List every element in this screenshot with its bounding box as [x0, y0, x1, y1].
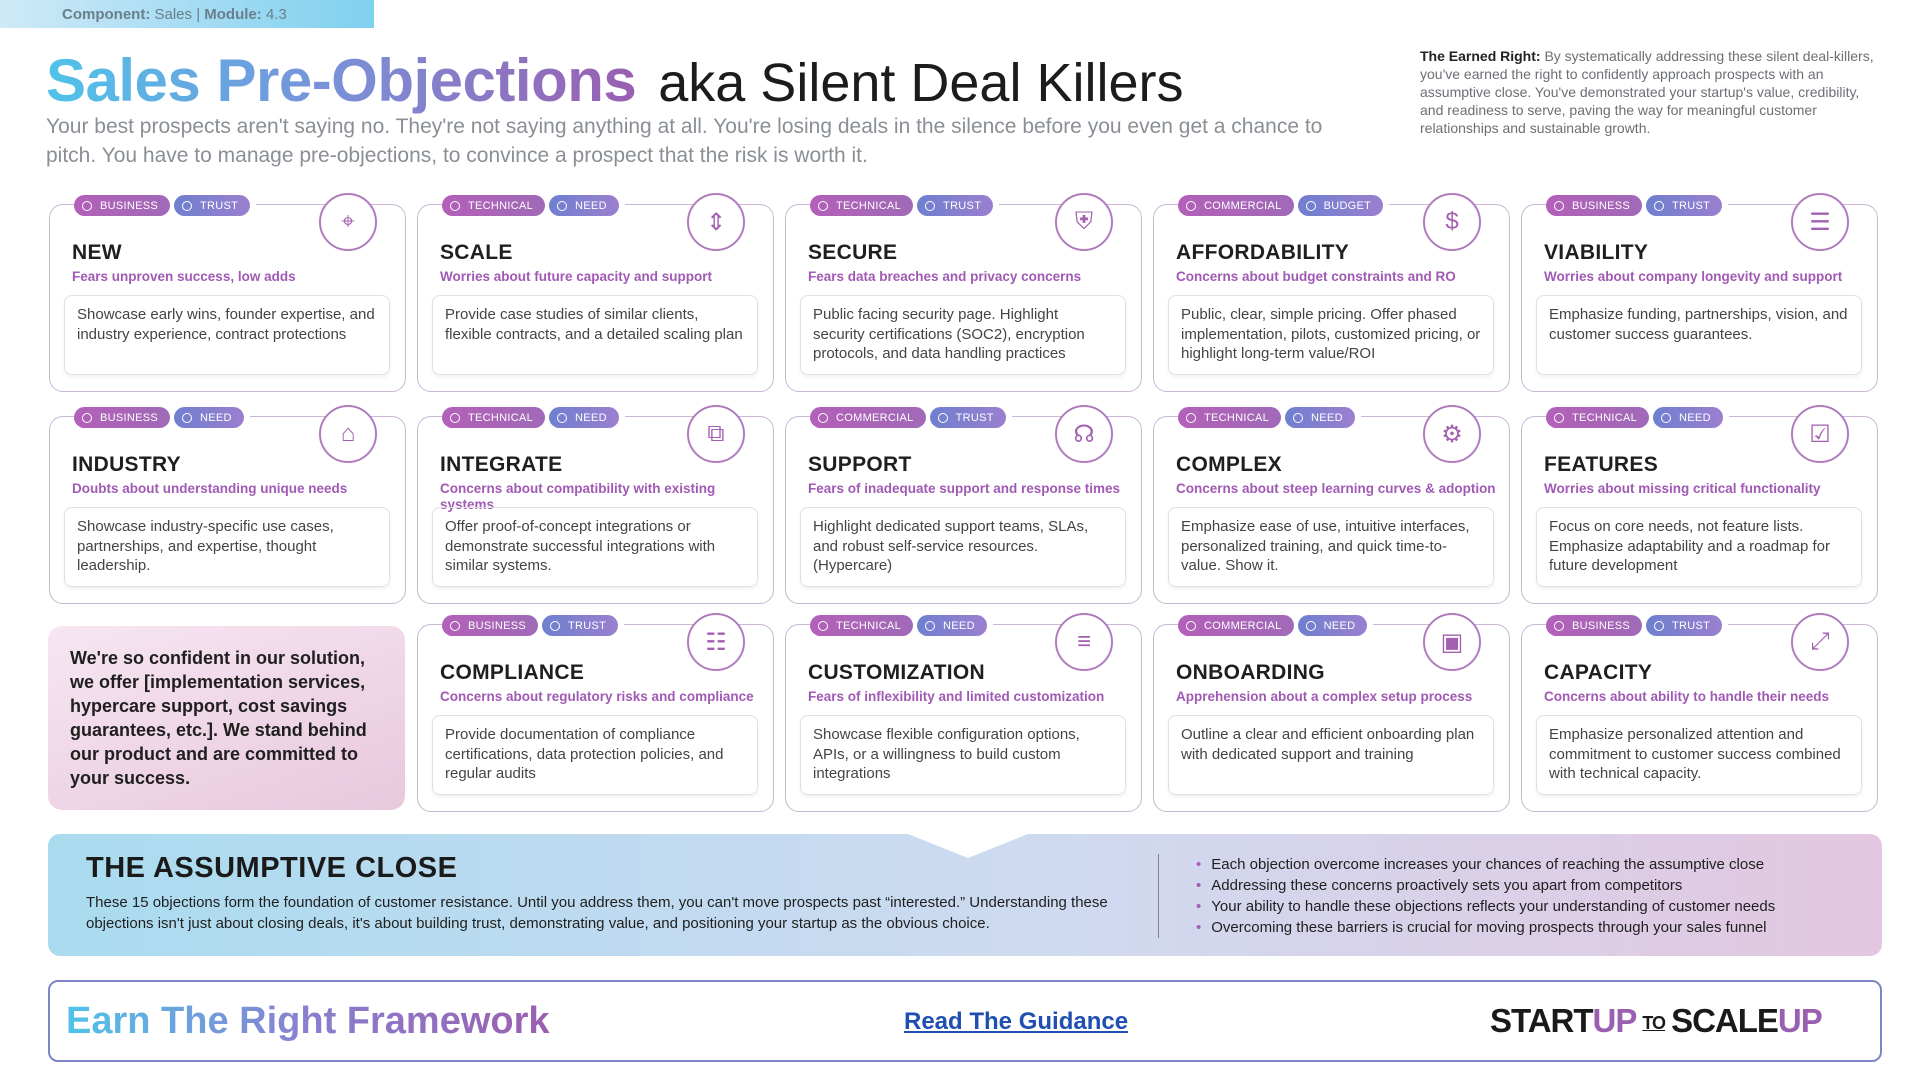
- objection-card-integrate: [417, 411, 774, 604]
- category-tag-label: BUSINESS: [1572, 619, 1631, 632]
- shield-lock-icon: ⛨: [1055, 193, 1113, 251]
- card-title: INTEGRATE: [440, 453, 563, 476]
- card-tags: [810, 615, 993, 636]
- card-title: SUPPORT: [808, 453, 912, 476]
- card-concern: Worries about missing critical functionality: [1544, 481, 1821, 496]
- objection-card-industry: [49, 411, 406, 604]
- category-tag-label: COMMERCIAL: [836, 411, 914, 424]
- card-tags: [1178, 615, 1373, 636]
- tag-icon: [1554, 621, 1564, 631]
- factory-icon: ⌂: [319, 405, 377, 463]
- card-title: INDUSTRY: [72, 453, 181, 476]
- type-tag: [549, 195, 619, 216]
- type-tag: [917, 615, 987, 636]
- type-tag-label: TRUST: [943, 199, 982, 212]
- card-response: Provide documentation of compliance certifications, data protection policies, and regular audits: [432, 715, 758, 795]
- tag-icon: [1654, 621, 1664, 631]
- tag-icon: [1306, 621, 1316, 631]
- card-concern: Concerns about ability to handle their needs: [1544, 689, 1830, 704]
- gear-icon: ⚙: [1423, 405, 1481, 463]
- category-tag-label: TECHNICAL: [836, 199, 902, 212]
- category-tag-label: COMMERCIAL: [1204, 199, 1282, 212]
- card-response: Provide case studies of similar clients, flexible contracts, and a detailed scaling plan: [432, 295, 758, 375]
- category-tag: [442, 615, 538, 636]
- category-tag: [810, 195, 913, 216]
- type-tag: [930, 407, 1006, 428]
- card-concern: Fears unproven success, low adds: [72, 269, 296, 284]
- page-title: [46, 46, 1183, 115]
- tag-icon: [938, 413, 948, 423]
- type-tag: [174, 195, 250, 216]
- component-label: Component:: [62, 5, 151, 23]
- assumptive-close-title: THE ASSUMPTIVE CLOSE: [86, 852, 458, 884]
- objection-card-onboarding: [1153, 619, 1510, 812]
- tag-icon: [1186, 621, 1196, 631]
- sliders-icon: ≡: [1055, 613, 1113, 671]
- headset-icon: ☊: [1055, 405, 1113, 463]
- card-response: Offer proof-of-concept integrations or demonstrate successful integrations with similar systems.: [432, 507, 758, 587]
- type-tag-label: NEED: [575, 411, 607, 424]
- objection-card-compliance: [417, 619, 774, 812]
- card-response: Focus on core needs, not feature lists. Emphasize adaptability and a roadmap for future development: [1536, 507, 1862, 587]
- bullet-item: • Each objection overcome increases your chances of reaching the assumptive close: [1196, 854, 1775, 875]
- type-tag: [1646, 615, 1722, 636]
- card-tags: [1178, 195, 1389, 216]
- type-tag-label: TRUST: [955, 411, 994, 424]
- page-title-sub: aka Silent Deal Killers: [658, 53, 1184, 113]
- type-tag-label: NEED: [1311, 411, 1343, 424]
- category-tag-label: COMMERCIAL: [1204, 619, 1282, 632]
- startup-to-scaleup-logo: [1490, 1002, 1822, 1040]
- scale-arrows-icon: ⇕: [687, 193, 745, 251]
- logo-start: START: [1490, 1002, 1593, 1039]
- type-tag: [1298, 195, 1384, 216]
- category-tag: [1546, 195, 1642, 216]
- card-concern: Concerns about regulatory risks and compliance: [440, 689, 754, 704]
- card-title: ONBOARDING: [1176, 661, 1325, 684]
- assumptive-close-panel: [48, 834, 1882, 956]
- category-tag: [442, 407, 545, 428]
- checklist-icon: ☑: [1791, 405, 1849, 463]
- category-tag-label: BUSINESS: [1572, 199, 1631, 212]
- card-title: FEATURES: [1544, 453, 1659, 476]
- category-tag-label: TECHNICAL: [1572, 411, 1638, 424]
- type-tag-label: NEED: [575, 199, 607, 212]
- bullet-item: • Your ability to handle these objections reflects your understanding of customer needs: [1196, 896, 1775, 917]
- type-tag-label: TRUST: [200, 199, 239, 212]
- objection-card-scale: [417, 199, 774, 392]
- card-response: Public facing security page. Highlight security certifications (SOC2), encryption protocols, and data handling practices: [800, 295, 1126, 375]
- type-tag: [1653, 407, 1723, 428]
- component-value: Sales: [154, 5, 193, 23]
- tag-icon: [818, 201, 828, 211]
- type-tag-label: NEED: [1679, 411, 1711, 424]
- bullet-item: • Addressing these concerns proactively sets you apart from competitors: [1196, 875, 1775, 896]
- objection-card-viability: [1521, 199, 1878, 392]
- tag-icon: [818, 621, 828, 631]
- category-tag: [1546, 615, 1642, 636]
- logo-up2: UP: [1777, 1002, 1822, 1039]
- card-tags: [442, 195, 625, 216]
- page-title-main: Sales Pre-Objections: [46, 47, 637, 114]
- compliance-document-icon: ☷: [687, 613, 745, 671]
- type-tag-label: NEED: [943, 619, 975, 632]
- module-label: Module:: [204, 5, 262, 23]
- card-title: COMPLEX: [1176, 453, 1282, 476]
- assumptive-close-bullets: [1196, 854, 1775, 938]
- earned-right-label: The Earned Right:: [1420, 48, 1541, 64]
- logo-to: TO: [1642, 1012, 1666, 1033]
- card-response: Showcase early wins, founder expertise, and industry experience, contract protections: [64, 295, 390, 375]
- card-response: Showcase industry-specific use cases, partnerships, and expertise, thought leadership.: [64, 507, 390, 587]
- tag-icon: [82, 201, 92, 211]
- objection-card-secure: [785, 199, 1142, 392]
- logo-scale: SCALE: [1671, 1002, 1778, 1039]
- category-tag: [1178, 615, 1294, 636]
- category-tag: [442, 195, 545, 216]
- tag-icon: [450, 621, 460, 631]
- card-concern: Fears data breaches and privacy concerns: [808, 269, 1082, 284]
- money-hand-icon: $: [1423, 193, 1481, 251]
- category-tag: [1178, 195, 1294, 216]
- category-tag: [1546, 407, 1649, 428]
- type-tag: [917, 195, 993, 216]
- category-tag-label: TECHNICAL: [468, 411, 534, 424]
- card-tags: [1546, 195, 1728, 216]
- type-tag: [1298, 615, 1368, 636]
- tag-icon: [450, 413, 460, 423]
- type-tag: [174, 407, 244, 428]
- card-title: CUSTOMIZATION: [808, 661, 985, 684]
- panel-notch: [908, 834, 1028, 858]
- objection-card-affordability: [1153, 199, 1510, 392]
- type-tag-label: TRUST: [568, 619, 607, 632]
- card-tags: [74, 195, 256, 216]
- card-tags: [1546, 407, 1729, 428]
- card-tags: [442, 615, 624, 636]
- tag-icon: [450, 201, 460, 211]
- tag-icon: [925, 201, 935, 211]
- card-title: NEW: [72, 241, 122, 264]
- card-tags: [1178, 407, 1361, 428]
- objection-card-features: [1521, 411, 1878, 604]
- card-tags: [74, 407, 250, 428]
- confidence-statement: We're so confident in our solution, we offer [implementation services, hypercare support, cost savings guarantees, etc.]. We stand behind our product and are committed to your success.: [48, 626, 405, 810]
- card-response: Showcase flexible configuration options, APIs, or a willingness to build custom integrations: [800, 715, 1126, 795]
- framework-title: Earn The Right Framework: [66, 1000, 550, 1042]
- card-response: Emphasize ease of use, intuitive interfaces, personalized training, and quick time-to-value. Show it.: [1168, 507, 1494, 587]
- tag-icon: [1654, 201, 1664, 211]
- card-concern: Concerns about budget constraints and RO: [1176, 269, 1456, 284]
- category-tag: [1178, 407, 1281, 428]
- tag-icon: [557, 201, 567, 211]
- read-guidance-link[interactable]: Read The Guidance: [904, 1008, 1129, 1035]
- briefcase-icon: ⌖: [319, 193, 377, 251]
- card-title: VIABILITY: [1544, 241, 1649, 264]
- category-tag-label: BUSINESS: [468, 619, 527, 632]
- card-response: Outline a clear and efficient onboarding plan with dedicated support and training: [1168, 715, 1494, 795]
- tag-icon: [82, 413, 92, 423]
- objection-card-customization: [785, 619, 1142, 812]
- card-concern: Fears of inflexibility and limited customization: [808, 689, 1105, 704]
- earned-right-text: By systematically addressing these silent deal-killers, you've earned the right to confidently approach prospects with an assumptive close. You've demonstrated your startup's value, credibility, and readiness to serve, paving the way for meaningful customer relationships and sustainable growth.: [1420, 48, 1874, 136]
- type-tag: [542, 615, 618, 636]
- objection-card-complex: [1153, 411, 1510, 604]
- card-concern: Fears of inadequate support and response times: [808, 481, 1121, 496]
- integration-icon: ⧉: [687, 405, 745, 463]
- card-tags: [810, 407, 1012, 428]
- tag-icon: [1293, 413, 1303, 423]
- objection-card-support: [785, 411, 1142, 604]
- expand-arrows-icon: ⤢: [1791, 613, 1849, 671]
- category-tag-label: TECHNICAL: [1204, 411, 1270, 424]
- category-tag-label: TECHNICAL: [836, 619, 902, 632]
- card-response: Emphasize funding, partnerships, vision, and customer success guarantees.: [1536, 295, 1862, 375]
- card-response: Highlight dedicated support teams, SLAs, and robust self-service resources. (Hypercare): [800, 507, 1126, 587]
- type-tag: [549, 407, 619, 428]
- type-tag-label: NEED: [200, 411, 232, 424]
- category-tag: [810, 615, 913, 636]
- component-module-band: Component: Sales | Module: 4.3: [0, 0, 374, 28]
- card-title: CAPACITY: [1544, 661, 1653, 684]
- card-response: Emphasize personalized attention and commitment to customer success combined with technical capacity.: [1536, 715, 1862, 795]
- bullet-item: • Overcoming these barriers is crucial for moving prospects through your sales funnel: [1196, 917, 1775, 938]
- card-title: SECURE: [808, 241, 898, 264]
- category-tag-label: BUSINESS: [100, 199, 159, 212]
- document-icon: ☰: [1791, 193, 1849, 251]
- tag-icon: [182, 201, 192, 211]
- card-concern: Worries about future capacity and support: [440, 269, 713, 284]
- panel-divider: [1158, 854, 1159, 938]
- earned-right-note: [1420, 47, 1880, 137]
- tag-icon: [1306, 201, 1316, 211]
- tag-icon: [1186, 413, 1196, 423]
- type-tag-label: BUDGET: [1323, 199, 1372, 212]
- logo-up: UP: [1592, 1002, 1637, 1039]
- footer-bar: [48, 980, 1882, 1062]
- card-concern: Apprehension about a complex setup process: [1176, 689, 1473, 704]
- tag-icon: [925, 621, 935, 631]
- type-tag-label: TRUST: [1672, 199, 1711, 212]
- card-concern: Doubts about understanding unique needs: [72, 481, 348, 496]
- category-tag-label: BUSINESS: [100, 411, 159, 424]
- onboarding-board-icon: ▣: [1423, 613, 1481, 671]
- tag-icon: [1554, 413, 1564, 423]
- objection-card-new: [49, 199, 406, 392]
- card-title: SCALE: [440, 241, 513, 264]
- card-response: Public, clear, simple pricing. Offer phased implementation, pilots, customized pricing, or highlight long-term value/ROI: [1168, 295, 1494, 375]
- tag-icon: [818, 413, 828, 423]
- card-tags: [810, 195, 999, 216]
- type-tag-label: NEED: [1323, 619, 1356, 632]
- tag-icon: [550, 621, 560, 631]
- card-title: COMPLIANCE: [440, 661, 585, 684]
- card-tags: [1546, 615, 1728, 636]
- tag-icon: [1661, 413, 1671, 423]
- card-concern: Worries about company longevity and support: [1544, 269, 1843, 284]
- tag-icon: [1554, 201, 1564, 211]
- module-value: 4.3: [265, 5, 287, 23]
- card-concern: Concerns about compatibility with existing systems: [440, 481, 716, 512]
- page-subtitle: Your best prospects aren't saying no. They're not saying anything at all. You're losing deals in the silence before you even get a chance to pitch. You have to manage pre-objections, to convince a prospect that the risk is worth it.: [46, 115, 1323, 167]
- card-tags: [442, 407, 625, 428]
- type-tag-label: TRUST: [1672, 619, 1711, 632]
- tag-icon: [1186, 201, 1196, 211]
- category-tag: [810, 407, 926, 428]
- tag-icon: [182, 413, 192, 423]
- objection-card-capacity: [1521, 619, 1878, 812]
- assumptive-close-description: These 15 objections form the foundation of customer resistance. Until you address them, you can't move prospects past “interested.” Understanding these objections isn't just about closing deals, it's about building trust, demonstrating value, and positioning your startup as the obvious choice.: [86, 894, 1108, 932]
- category-tag: [74, 407, 170, 428]
- card-title: AFFORDABILITY: [1176, 241, 1350, 264]
- card-concern: Concerns about steep learning curves & adoption: [1176, 481, 1496, 496]
- category-tag-label: TECHNICAL: [468, 199, 534, 212]
- category-tag: [74, 195, 170, 216]
- tag-icon: [557, 413, 567, 423]
- type-tag: [1646, 195, 1722, 216]
- type-tag: [1285, 407, 1355, 428]
